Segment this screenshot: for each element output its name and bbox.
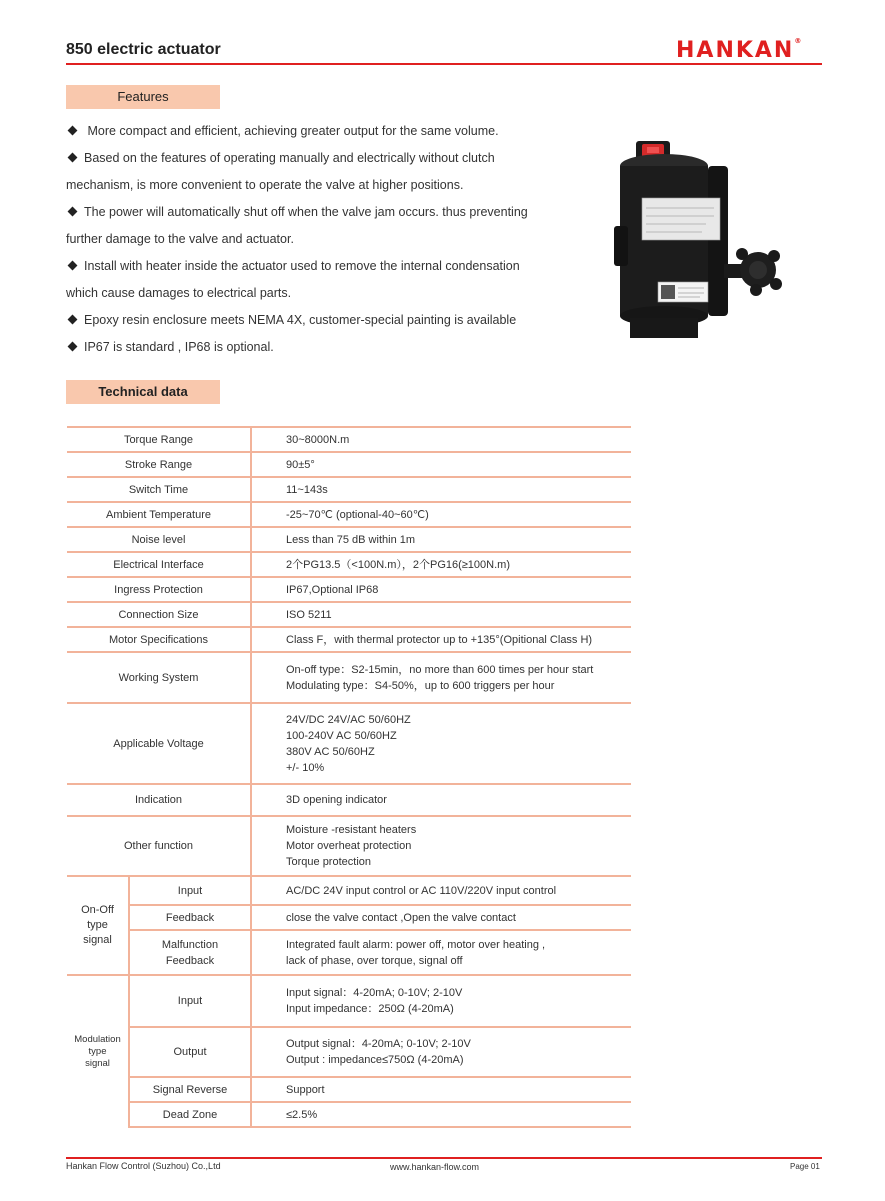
row-label: Malfunction Feedback	[129, 930, 251, 975]
feature-line: The power will automatically shut off when the valve jam occurs. thus preventing	[66, 199, 586, 226]
row-label: Signal Reverse	[129, 1077, 251, 1102]
row-label: Motor Specifications	[67, 627, 251, 652]
row-value: Output signal：4-20mA; 0-10V; 2-10V Output : impedance≤750Ω (4-20mA)	[251, 1027, 631, 1077]
table-row	[67, 577, 631, 602]
table-row	[67, 652, 631, 703]
document-title: 850 electric actuator	[66, 41, 221, 58]
footer-page-number: Page 01	[790, 1162, 820, 1171]
row-label: Switch Time	[67, 477, 251, 502]
row-label: Torque Range	[67, 427, 251, 452]
row-label: Dead Zone	[129, 1102, 251, 1127]
feature-line: IP67 is standard , IP68 is optional.	[66, 334, 586, 361]
table-row	[67, 427, 631, 452]
table-row	[67, 627, 631, 652]
footer-company: Hankan Flow Control (Suzhou) Co.,Ltd	[66, 1161, 221, 1171]
feature-line: Based on the features of operating manually and electrically without clutch	[66, 145, 586, 172]
features-list	[66, 118, 586, 361]
technical-data-table	[67, 426, 631, 1128]
feature-line-continued: mechanism, is more convenient to operate the valve at higher positions.	[66, 178, 464, 192]
row-value: 24V/DC 24V/AC 50/60HZ 100-240V AC 50/60HZ 380V AC 50/60HZ +/- 10%	[251, 703, 631, 784]
modulation-group-label: Modulation type signal	[67, 975, 129, 1127]
table-row	[67, 602, 631, 627]
table-row	[67, 784, 631, 816]
feature-line: Epoxy resin enclosure meets NEMA 4X, customer-special painting is available	[66, 307, 586, 334]
row-value: Moisture -resistant heaters Motor overheat protection Torque protection	[251, 816, 631, 876]
row-value: Class F，with thermal protector up to +135°(Opitional Class H)	[251, 627, 631, 652]
row-value: -25~70℃ (optional-40~60℃)	[251, 502, 631, 527]
hankan-logo	[676, 38, 801, 63]
row-value: close the valve contact ,Open the valve contact	[251, 905, 631, 930]
diamond-bullet-icon	[68, 153, 78, 163]
onoff-group-label: On-Off type signal	[67, 876, 129, 975]
row-value: 3D opening indicator	[251, 784, 631, 816]
row-value: Less than 75 dB within 1m	[251, 527, 631, 552]
row-label: Working System	[67, 652, 251, 703]
table-row	[67, 816, 631, 876]
row-value: ≤2.5%	[251, 1102, 631, 1127]
diamond-bullet-icon	[68, 261, 78, 271]
footer-divider	[66, 1157, 822, 1159]
row-label: Input	[129, 876, 251, 905]
row-label: Feedback	[129, 905, 251, 930]
diamond-bullet-icon	[68, 315, 78, 325]
row-value: IP67,Optional IP68	[251, 577, 631, 602]
feature-line: Install with heater inside the actuator used to remove the internal condensation	[66, 253, 586, 280]
technical-data-heading: Technical data	[66, 380, 220, 404]
table-row	[67, 527, 631, 552]
table-row	[67, 1077, 631, 1102]
row-label: Ambient Temperature	[67, 502, 251, 527]
row-value: Support	[251, 1077, 631, 1102]
table-row	[67, 1102, 631, 1127]
electric-actuator-image	[606, 136, 796, 341]
feature-line-continued: which cause damages to electrical parts.	[66, 286, 292, 300]
table-row	[67, 876, 631, 905]
row-label: Connection Size	[67, 602, 251, 627]
row-value: 2个PG13.5（<100N.m），2个PG16(≥100N.m)	[251, 552, 631, 577]
feature-line: More compact and efficient, achieving greater output for the same volume.	[66, 118, 586, 145]
row-value: Integrated fault alarm: power off, motor over heating , lack of phase, over torque, signal off	[251, 930, 631, 975]
logo-text: HANKAN	[676, 38, 795, 63]
table-row	[67, 905, 631, 930]
row-label: Other function	[67, 816, 251, 876]
header-divider	[66, 63, 822, 65]
row-label: Output	[129, 1027, 251, 1077]
row-label: Electrical Interface	[67, 552, 251, 577]
diamond-bullet-icon	[68, 342, 78, 352]
table-row	[67, 1027, 631, 1077]
row-label: Ingress Protection	[67, 577, 251, 602]
row-label: Applicable Voltage	[67, 703, 251, 784]
table-row	[67, 930, 631, 975]
row-value: Input signal：4-20mA; 0-10V; 2-10V Input impedance：250Ω (4-20mA)	[251, 975, 631, 1027]
row-label: Stroke Range	[67, 452, 251, 477]
row-value: ISO 5211	[251, 602, 631, 627]
diamond-bullet-icon	[68, 126, 78, 136]
row-value: 11~143s	[251, 477, 631, 502]
row-label: Indication	[67, 784, 251, 816]
row-value: AC/DC 24V input control or AC 110V/220V input control	[251, 876, 631, 905]
table-row	[67, 552, 631, 577]
row-value: 90±5°	[251, 452, 631, 477]
features-heading: Features	[66, 85, 220, 109]
row-value: On-off type：S2-15min，no more than 600 times per hour start Modulating type：S4-50%，up to 600 triggers per hour	[251, 652, 631, 703]
table-row	[67, 502, 631, 527]
diamond-bullet-icon	[68, 207, 78, 217]
row-value: 30~8000N.m	[251, 427, 631, 452]
registered-mark: ®	[794, 36, 802, 45]
footer-website-link[interactable]: www.hankan-flow.com	[390, 1162, 480, 1172]
row-label: Noise level	[67, 527, 251, 552]
row-label: Input	[129, 975, 251, 1027]
table-row	[67, 477, 631, 502]
table-row	[67, 703, 631, 784]
feature-line-continued: further damage to the valve and actuator.	[66, 232, 294, 246]
table-row	[67, 452, 631, 477]
table-row	[67, 975, 631, 1027]
